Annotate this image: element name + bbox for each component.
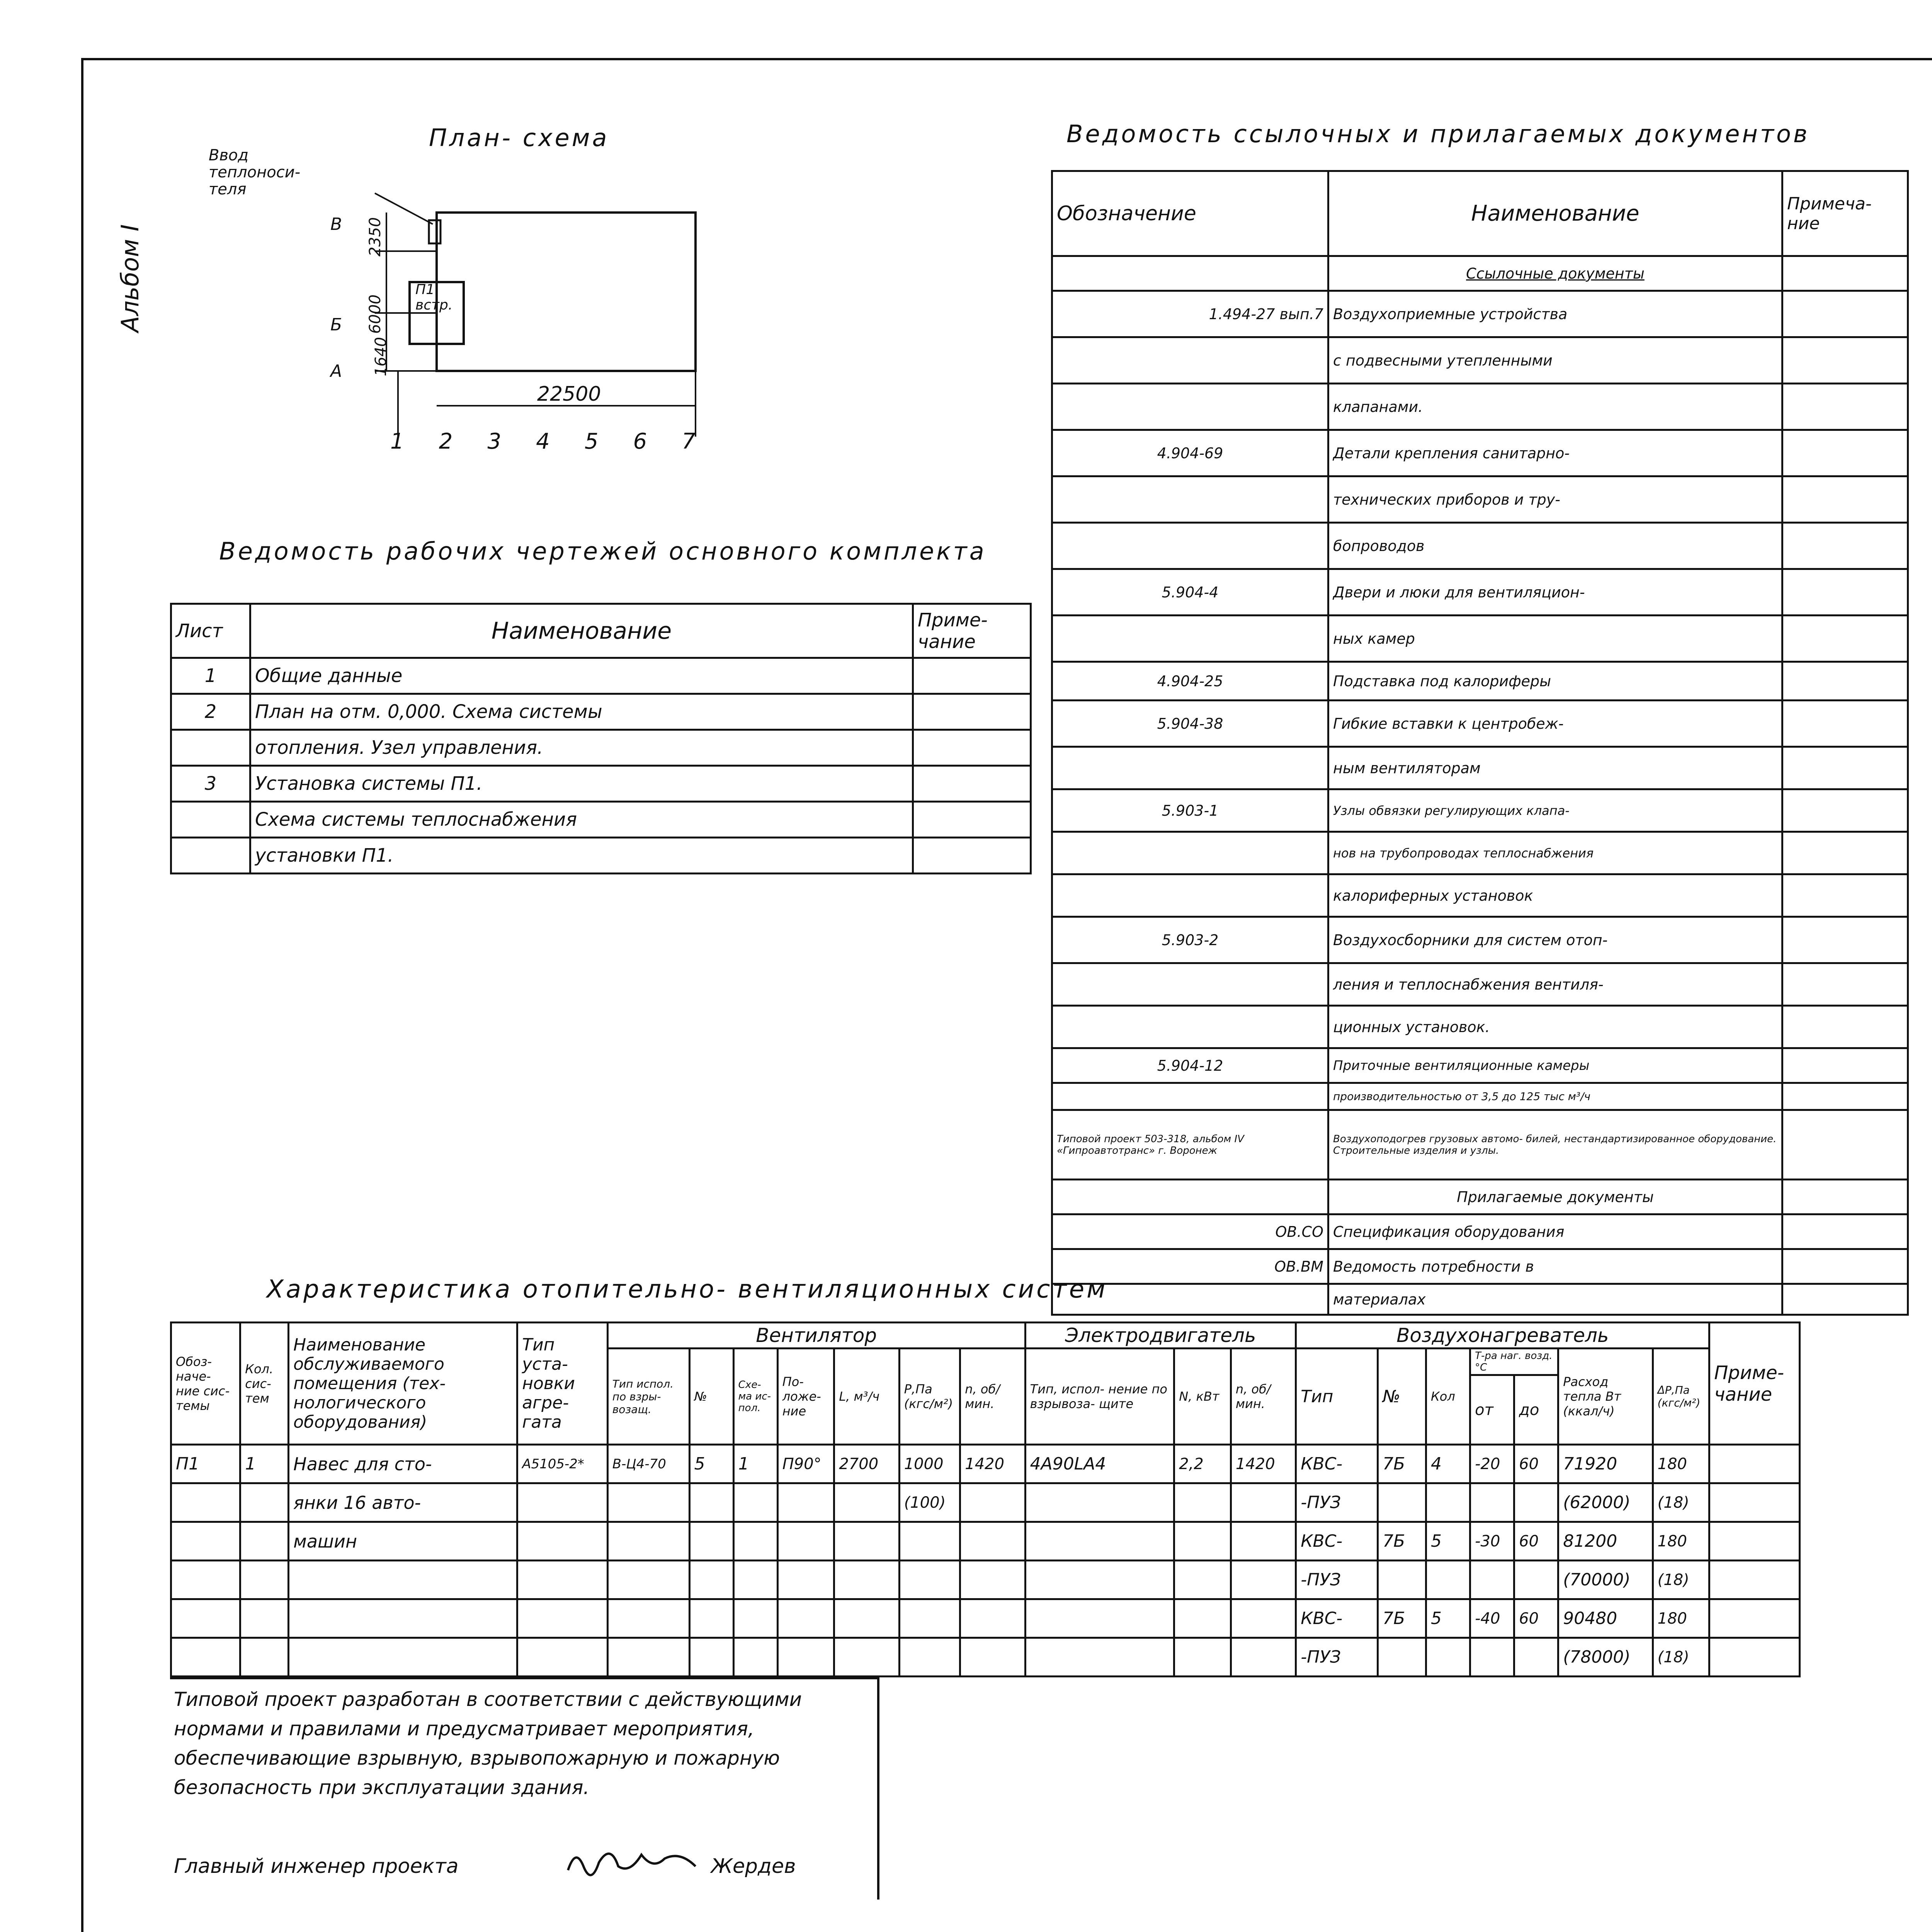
table-cell: (18) (1653, 1561, 1709, 1599)
table-cell (1782, 874, 1908, 917)
table-cell (1174, 1638, 1231, 1677)
table-cell: 5 (1426, 1522, 1470, 1561)
table-cell (1709, 1638, 1800, 1677)
table-cell (1782, 1284, 1908, 1315)
table-cell (1052, 384, 1328, 430)
table-cell: 1.494-27 вып.7 (1052, 291, 1328, 337)
table-cell: Приточные вентиляционные камеры (1328, 1048, 1782, 1083)
table-cell (1514, 1561, 1558, 1599)
table-cell: 5.904-12 (1052, 1048, 1328, 1083)
table-cell (240, 1638, 289, 1677)
table-cell (1052, 963, 1328, 1006)
table-cell (960, 1483, 1025, 1522)
table-cell: нов на трубопроводах теплоснабжения (1328, 832, 1782, 874)
table-cell (960, 1522, 1025, 1561)
table-cell: -40 (1470, 1599, 1514, 1638)
sys-h-scheme: Схе- ма ис- пол. (733, 1349, 777, 1445)
sys-h-h-type: Тип (1296, 1349, 1378, 1445)
table-cell: бопроводов (1328, 523, 1782, 569)
ref-h-name: Наименование (1328, 171, 1782, 256)
table-cell: 4.904-69 (1052, 430, 1328, 476)
sys-h-fan: Вентилятор (607, 1323, 1025, 1349)
table-cell (1514, 1638, 1558, 1677)
table-cell (960, 1638, 1025, 1677)
table-cell (1782, 430, 1908, 476)
table-cell (1052, 1180, 1328, 1214)
table-cell: 60 (1514, 1445, 1558, 1483)
table-cell: Ссылочные документы (1328, 256, 1782, 291)
table-cell (1426, 1483, 1470, 1522)
table-cell: 180 (1653, 1445, 1709, 1483)
table-cell (777, 1638, 834, 1677)
axis-5: 5 (584, 429, 599, 454)
table-cell: (100) (899, 1483, 960, 1522)
table-cell: Общие данные (250, 658, 913, 694)
table-cell: -20 (1470, 1445, 1514, 1483)
statement-text: Типовой проект разработан в соответствии с действующими нормами и правилами и предусматривает мероприятия, обеспечивающие взрывную, взрывопожарную и пожарную безопасность при эксплуатации здания. (174, 1688, 802, 1799)
table-cell: материалах (1328, 1284, 1782, 1315)
table-cell (1782, 384, 1908, 430)
sys-h-note: Приме- чание (1709, 1323, 1800, 1445)
sys-h-N: N, кВт (1174, 1349, 1231, 1445)
table-cell: Узлы обвязки регулирующих клапа- (1328, 789, 1782, 832)
table-cell: 4 (1426, 1445, 1470, 1483)
table-cell (1052, 1006, 1328, 1048)
table-cell (834, 1561, 899, 1599)
table-cell (1052, 476, 1328, 523)
table-cell (171, 802, 250, 838)
table-cell (171, 1483, 240, 1522)
table-cell: ОВ.СО (1052, 1214, 1328, 1249)
table-cell (171, 730, 250, 766)
table-cell (1231, 1638, 1296, 1677)
table-cell: 1420 (960, 1445, 1025, 1483)
table-cell (1470, 1483, 1514, 1522)
table-cell: (62000) (1558, 1483, 1653, 1522)
table-cell: План на отм. 0,000. Схема системы (250, 694, 913, 730)
table-cell (733, 1599, 777, 1638)
table-cell (240, 1599, 289, 1638)
table-cell (607, 1483, 689, 1522)
axis-1: 1 (390, 429, 404, 454)
table-cell (289, 1599, 517, 1638)
sys-h-h-no: № (1378, 1349, 1426, 1445)
table-cell: Схема системы теплоснабжения (250, 802, 913, 838)
table-cell (1514, 1483, 1558, 1522)
table-cell: 5 (1426, 1599, 1470, 1638)
wd-h-name: Наименование (250, 604, 913, 658)
table-cell: 90480 (1558, 1599, 1653, 1638)
table-cell: 1 (240, 1445, 289, 1483)
table-cell (1052, 256, 1328, 291)
table-cell (1782, 1110, 1908, 1180)
table-cell (834, 1522, 899, 1561)
table-cell: (70000) (1558, 1561, 1653, 1599)
table-cell (913, 694, 1031, 730)
table-cell (1231, 1599, 1296, 1638)
ref-h-note: Примеча- ние (1782, 171, 1908, 256)
table-cell (240, 1522, 289, 1561)
table-cell: КВС- (1296, 1445, 1378, 1483)
table-cell (834, 1599, 899, 1638)
table-cell (913, 730, 1031, 766)
table-cell (689, 1522, 733, 1561)
table-cell (1025, 1522, 1174, 1561)
table-cell: отопления. Узел управления. (250, 730, 913, 766)
table-cell: КВС- (1296, 1522, 1378, 1561)
references-title: Ведомость ссылочных и прилагаемых документов (1066, 120, 1810, 148)
table-cell: с подвесными утепленными (1328, 337, 1782, 384)
table-cell: 81200 (1558, 1522, 1653, 1561)
axis-numbers (390, 429, 696, 454)
table-cell: Установка системы П1. (250, 766, 913, 802)
axis-7: 7 (682, 429, 696, 454)
table-cell: 7Б (1378, 1445, 1426, 1483)
table-cell (1782, 256, 1908, 291)
table-cell: П90° (777, 1445, 834, 1483)
table-cell (1782, 747, 1908, 789)
table-cell (1782, 523, 1908, 569)
table-cell (1174, 1522, 1231, 1561)
inlet-label: Ввод теплоноси- теля (209, 146, 301, 198)
sys-h-temp: Т-ра наг. возд. °С (1470, 1349, 1558, 1375)
sys-h-L: L, м³/ч (834, 1349, 899, 1445)
table-cell: 60 (1514, 1522, 1558, 1561)
sys-h-fan-type: Тип испол. по взры- возащ. (607, 1349, 689, 1445)
table-cell: (78000) (1558, 1638, 1653, 1677)
table-cell (171, 1522, 240, 1561)
table-cell: установки П1. (250, 838, 913, 874)
sys-h-motor: Электродвигатель (1025, 1323, 1296, 1349)
table-cell: ционных установок. (1328, 1006, 1782, 1048)
table-cell: 4.904-25 (1052, 662, 1328, 701)
table-cell (1052, 1083, 1328, 1110)
axis-b: Б (330, 315, 342, 335)
table-cell (1782, 616, 1908, 662)
table-cell: ных камер (1328, 616, 1782, 662)
working-drawings-title: Ведомость рабочих чертежей основного комплекта (219, 537, 986, 565)
table-cell (1231, 1522, 1296, 1561)
working-drawings-table (170, 603, 1032, 874)
table-cell (1782, 701, 1908, 747)
table-cell (607, 1522, 689, 1561)
table-cell (289, 1638, 517, 1677)
table-cell: Воздухоподогрев грузовых автомо- билей, нестандартизированное оборудование. Строительные изделия и узлы. (1328, 1110, 1782, 1180)
table-cell (1782, 476, 1908, 523)
table-cell: машин (289, 1522, 517, 1561)
sys-h-motor-type: Тип, испол- нение по взрывоза- щите (1025, 1349, 1174, 1445)
table-cell (1782, 1214, 1908, 1249)
table-cell (689, 1638, 733, 1677)
dim-1640: 1640 (372, 337, 390, 376)
table-cell (1782, 832, 1908, 874)
table-cell (1052, 337, 1328, 384)
table-cell (913, 802, 1031, 838)
axis-a: А (330, 361, 342, 381)
table-cell (899, 1638, 960, 1677)
table-cell (1782, 291, 1908, 337)
sys-h-n: n, об/мин. (960, 1349, 1025, 1445)
table-cell: -ПУЗ (1296, 1483, 1378, 1522)
table-cell: А5105-2* (517, 1445, 608, 1483)
table-cell (733, 1522, 777, 1561)
table-cell (1709, 1561, 1800, 1599)
table-cell (689, 1561, 733, 1599)
table-cell (1782, 963, 1908, 1006)
table-cell (1782, 662, 1908, 701)
table-cell (1709, 1483, 1800, 1522)
table-cell (960, 1561, 1025, 1599)
table-cell (240, 1483, 289, 1522)
references-table (1051, 170, 1909, 1316)
table-cell (1052, 832, 1328, 874)
table-cell: П1 (171, 1445, 240, 1483)
table-cell (913, 766, 1031, 802)
plan-unit-label: П1 встр. (415, 282, 453, 313)
table-cell (1782, 569, 1908, 616)
table-cell: 5.903-2 (1052, 917, 1328, 963)
table-cell (1231, 1561, 1296, 1599)
table-cell: 2,2 (1174, 1445, 1231, 1483)
table-cell: (18) (1653, 1638, 1709, 1677)
sys-h-count: Кол. сис- тем (240, 1323, 289, 1445)
table-cell: калориферных установок (1328, 874, 1782, 917)
sys-h-no: № (689, 1349, 733, 1445)
table-cell (1174, 1483, 1231, 1522)
systems-title: Характеристика отопительно- вентиляционных систем (267, 1275, 1108, 1304)
table-cell: 2700 (834, 1445, 899, 1483)
sys-h-heat: Расход тепла Вт (ккал/ч) (1558, 1349, 1653, 1445)
table-cell (899, 1561, 960, 1599)
table-cell: ОВ.ВМ (1052, 1249, 1328, 1284)
table-cell: 5.904-38 (1052, 701, 1328, 747)
table-cell: Типовой проект 503-318, альбом IV «Гипроавтотранс» г. Воронеж (1052, 1110, 1328, 1180)
table-cell (960, 1599, 1025, 1638)
table-cell (1709, 1522, 1800, 1561)
table-cell (607, 1638, 689, 1677)
sys-h-pos: По- ложе- ние (777, 1349, 834, 1445)
table-cell (289, 1561, 517, 1599)
sys-h-name: Наименование обслуживаемого помещения (тех- нологического оборудования) (289, 1323, 517, 1445)
table-cell (834, 1483, 899, 1522)
table-cell: 5.904-4 (1052, 569, 1328, 616)
table-cell (1025, 1483, 1174, 1522)
table-cell (517, 1522, 608, 1561)
table-cell (1378, 1638, 1426, 1677)
table-cell: Детали крепления санитарно- (1328, 430, 1782, 476)
table-cell: Прилагаемые документы (1328, 1180, 1782, 1214)
table-cell: технических приборов и тру- (1328, 476, 1782, 523)
table-cell: 5.903-1 (1052, 789, 1328, 832)
table-cell: КВС- (1296, 1599, 1378, 1638)
axis-v: В (330, 214, 342, 234)
table-cell (1426, 1561, 1470, 1599)
table-cell (1782, 337, 1908, 384)
table-cell (517, 1599, 608, 1638)
table-cell: Спецификация оборудования (1328, 1214, 1782, 1249)
table-cell (1378, 1483, 1426, 1522)
table-cell: -ПУЗ (1296, 1638, 1378, 1677)
dim-6000: 6000 (366, 294, 384, 334)
table-cell: Воздухосборники для систем отоп- (1328, 917, 1782, 963)
table-cell: янки 16 авто- (289, 1483, 517, 1522)
table-cell: ления и теплоснабжения вентиля- (1328, 963, 1782, 1006)
table-cell (1231, 1483, 1296, 1522)
table-cell: производительностью от 3,5 до 125 тыс м³/ч (1328, 1083, 1782, 1110)
table-cell: 71920 (1558, 1445, 1653, 1483)
table-cell: 7Б (1378, 1599, 1426, 1638)
table-cell (899, 1599, 960, 1638)
table-cell: 1000 (899, 1445, 960, 1483)
table-cell (1782, 1048, 1908, 1083)
axis-6: 6 (633, 429, 647, 454)
ref-h-code: Обозначение (1052, 171, 1328, 256)
table-cell (517, 1561, 608, 1599)
table-cell (171, 1599, 240, 1638)
plan-title: План- схема (429, 124, 609, 152)
table-cell (517, 1483, 608, 1522)
table-cell (1052, 874, 1328, 917)
table-cell (171, 838, 250, 874)
table-cell (689, 1483, 733, 1522)
table-cell (240, 1561, 289, 1599)
table-cell (899, 1522, 960, 1561)
table-cell (1052, 616, 1328, 662)
sys-h-qty: Кол (1426, 1349, 1470, 1445)
table-cell (171, 1638, 240, 1677)
table-cell: 1 (171, 658, 250, 694)
table-cell (607, 1599, 689, 1638)
wd-h-sheet: Лист (171, 604, 250, 658)
table-cell (1782, 1249, 1908, 1284)
sys-h-n2: n, об/мин. (1231, 1349, 1296, 1445)
table-cell: -30 (1470, 1522, 1514, 1561)
table-cell: Навес для сто- (289, 1445, 517, 1483)
table-cell (1470, 1638, 1514, 1677)
table-cell: В-Ц4-70 (607, 1445, 689, 1483)
table-cell (733, 1638, 777, 1677)
table-cell (1782, 789, 1908, 832)
table-cell: Ведомость потребности в (1328, 1249, 1782, 1284)
table-cell: 3 (171, 766, 250, 802)
table-cell: 7Б (1378, 1522, 1426, 1561)
table-cell: 1 (733, 1445, 777, 1483)
table-cell (777, 1522, 834, 1561)
table-cell: Гибкие вставки к центробеж- (1328, 701, 1782, 747)
table-cell: 180 (1653, 1522, 1709, 1561)
table-cell: 5 (689, 1445, 733, 1483)
sys-h-type: Тип уста- новки агре- гата (517, 1323, 608, 1445)
sys-h-heater: Воздухонагреватель (1296, 1323, 1709, 1349)
chief-engineer-label: Главный инженер проекта (174, 1855, 459, 1878)
album-label: Альбом I (116, 224, 144, 332)
table-cell: (18) (1653, 1483, 1709, 1522)
table-cell: 60 (1514, 1599, 1558, 1638)
table-cell (777, 1483, 834, 1522)
table-cell (1174, 1599, 1231, 1638)
dim-2350: 2350 (366, 217, 384, 257)
table-cell (1025, 1638, 1174, 1677)
table-cell: Двери и люки для вентиляцион- (1328, 569, 1782, 616)
table-cell (1378, 1561, 1426, 1599)
axis-2: 2 (439, 429, 453, 454)
table-cell (1782, 1083, 1908, 1110)
sys-h-to: до (1514, 1375, 1558, 1445)
table-cell (1782, 1006, 1908, 1048)
table-cell (777, 1561, 834, 1599)
systems-table (170, 1321, 1801, 1677)
table-cell: -ПУЗ (1296, 1561, 1378, 1599)
table-cell (913, 658, 1031, 694)
table-cell (1782, 917, 1908, 963)
chief-signature (564, 1839, 703, 1886)
table-cell: ным вентиляторам (1328, 747, 1782, 789)
table-cell (777, 1599, 834, 1638)
sys-h-P: Р,Па (кгс/м²) (899, 1349, 960, 1445)
table-cell (517, 1638, 608, 1677)
dim-total: 22500 (537, 383, 601, 406)
table-cell: 180 (1653, 1599, 1709, 1638)
table-cell (1782, 1180, 1908, 1214)
axis-4: 4 (536, 429, 550, 454)
table-cell (1174, 1561, 1231, 1599)
table-cell (689, 1599, 733, 1638)
axis-3: 3 (487, 429, 502, 454)
table-cell (733, 1483, 777, 1522)
table-cell (913, 838, 1031, 874)
table-cell (1025, 1561, 1174, 1599)
sys-h-dp: ΔР,Па (кгс/м²) (1653, 1349, 1709, 1445)
table-cell (733, 1561, 777, 1599)
table-cell (1052, 747, 1328, 789)
table-cell (1052, 523, 1328, 569)
sys-h-from: от (1470, 1375, 1514, 1445)
table-cell (834, 1638, 899, 1677)
table-cell (1709, 1599, 1800, 1638)
table-cell: Воздухоприемные устройства (1328, 291, 1782, 337)
table-cell (171, 1561, 240, 1599)
sys-h-designation: Обоз- наче- ние сис- темы (171, 1323, 240, 1445)
table-cell: 1420 (1231, 1445, 1296, 1483)
table-cell: Подставка под калориферы (1328, 662, 1782, 701)
table-cell (1470, 1561, 1514, 1599)
table-cell (1709, 1445, 1800, 1483)
table-cell: 2 (171, 694, 250, 730)
chief-engineer-name: Жердев (711, 1855, 796, 1878)
wd-h-note: Приме- чание (913, 604, 1031, 658)
table-cell (1025, 1599, 1174, 1638)
table-cell (607, 1561, 689, 1599)
table-cell: 4А90LA4 (1025, 1445, 1174, 1483)
table-cell (1426, 1638, 1470, 1677)
table-cell: клапанами. (1328, 384, 1782, 430)
